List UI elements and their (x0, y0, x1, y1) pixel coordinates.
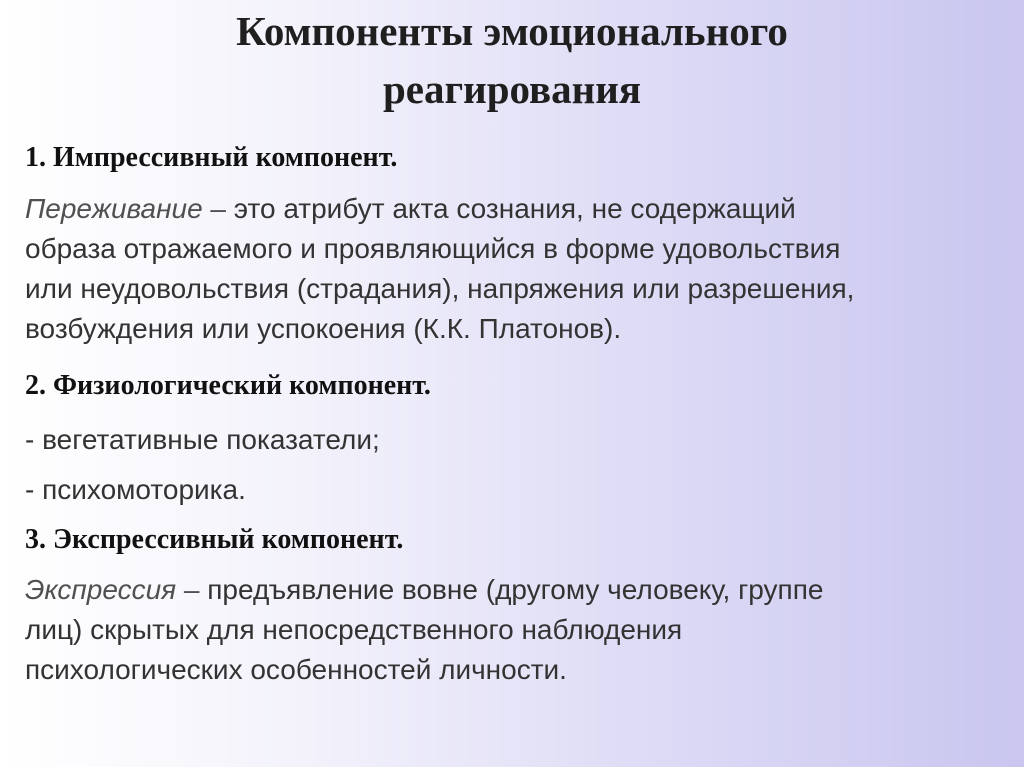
slide-title-line-2: реагирования (382, 66, 642, 112)
section-3-heading: 3. Экспрессивный компонент. (25, 524, 404, 555)
section-1-line-4: возбуждения или успокоения (К.К. Платонов). (25, 313, 622, 344)
section-1-line-3: или неудовольствия (страдания), напряжения или разрешения, (25, 273, 855, 304)
section-1-dash: – (202, 193, 234, 224)
section-3-line-3: психологических особенностей личности. (25, 654, 567, 685)
section-1-paragraph (25, 189, 854, 349)
section-3-paragraph (25, 570, 823, 690)
section-1-line-2: образа отражаемого и проявляющийся в форме удовольствия (25, 233, 841, 264)
section-3-line-2: лиц) скрытых для непосредственного наблюдения (25, 614, 683, 645)
section-1-line-1 (25, 189, 854, 229)
section-1-heading: 1. Импрессивный компонент. (25, 142, 398, 173)
section-1-term: Переживание (25, 193, 203, 224)
section-2-heading: 2. Физиологический компонент. (25, 370, 431, 401)
slide-title-line-1: Компоненты эмоционального (236, 8, 788, 54)
slide-title (0, 2, 1024, 118)
section-2-item-2: - психомоторика. (25, 474, 246, 505)
section-3-dash: – (176, 574, 208, 605)
section-3-line-1 (25, 570, 823, 610)
section-3-term: Экспрессия (25, 574, 177, 605)
section-2-item-1: - вегетативные показатели; (25, 424, 380, 455)
section-1-line-1-text: это атрибут акта сознания, не содержащий (233, 193, 796, 224)
section-3-line-1-text: предъявление вовне (другому человеку, группе (207, 574, 824, 605)
